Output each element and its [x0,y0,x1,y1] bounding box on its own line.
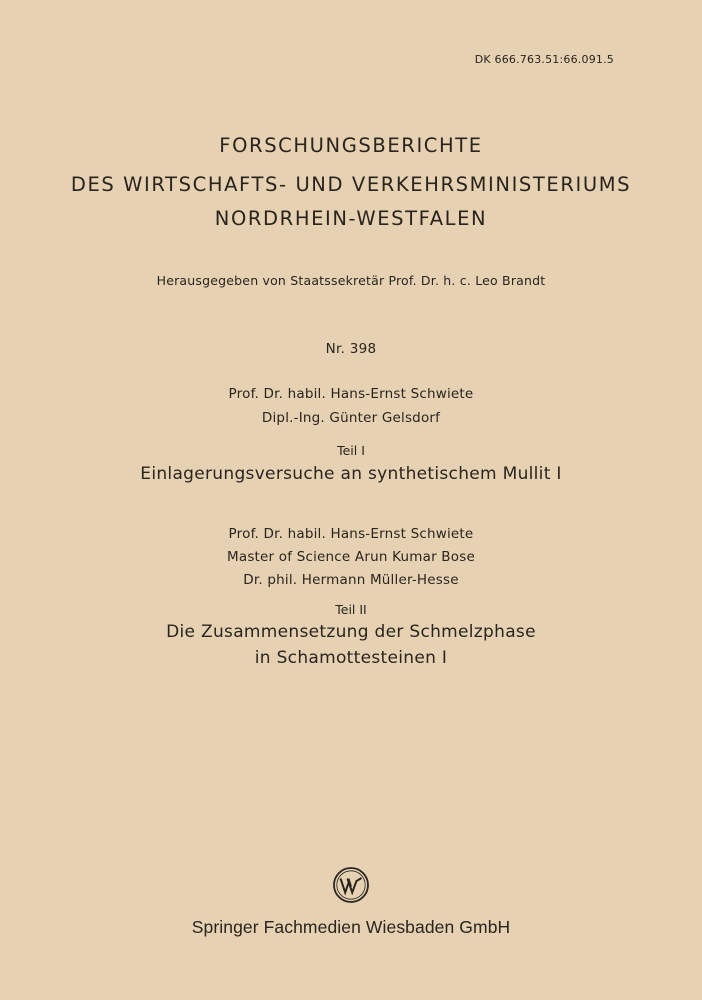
report-number: Nr. 398 [325,341,377,357]
part1-label: Teil I [337,443,365,458]
series-title-line-2: DES WIRTSCHAFTS- UND VERKEHRSMINISTERIUMS [70,173,632,196]
part2-label: Teil II [335,602,367,617]
part2-author-2: Master of Science Arun Kumar Bose [227,549,475,565]
part2-title-line-2: in Schamottesteinen I [254,648,448,668]
springer-vs-logo-icon [332,866,370,904]
editor-line: Herausgegeben von Staatssekretär Prof. Dr. h. c. Leo Brandt [156,273,546,288]
part2-author-3: Dr. phil. Hermann Müller-Hesse [243,572,459,588]
publisher-name: Springer Fachmedien Wiesbaden GmbH [191,917,511,937]
series-title-line-3: NORDRHEIN-WESTFALEN [214,207,488,230]
part1-author-1: Prof. Dr. habil. Hans-Ernst Schwiete [228,386,474,402]
classification-number: DK 666.763.51:66.091.5 [474,53,614,66]
part1-author-2: Dipl.-Ing. Günter Gelsdorf [261,410,441,426]
part2-title-line-1: Die Zusammensetzung der Schmelzphase [166,622,536,642]
part1-title: Einlagerungsversuche an synthetischem Mullit I [140,464,562,484]
series-title-line-1: FORSCHUNGSBERICHTE [219,134,483,157]
part2-author-1: Prof. Dr. habil. Hans-Ernst Schwiete [228,526,474,542]
